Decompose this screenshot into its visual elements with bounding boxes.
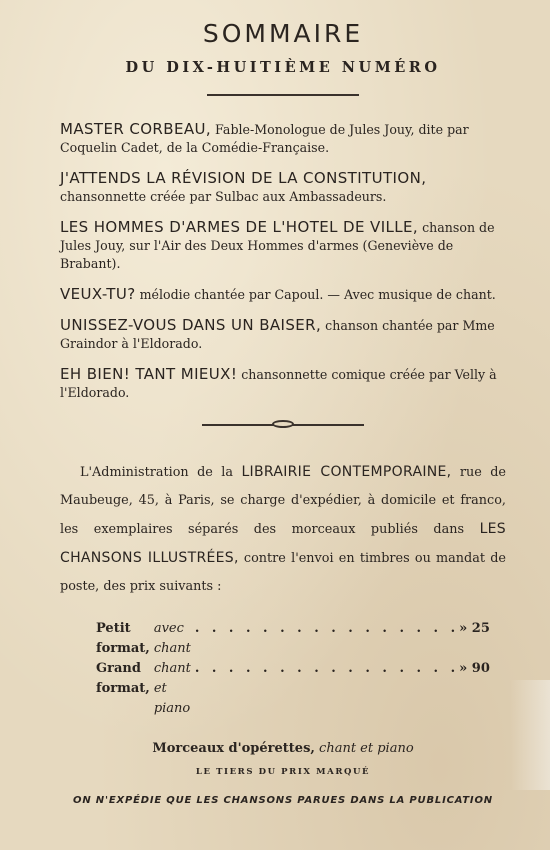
publication-name: LES CHANSONS ILLUSTRÉES, bbox=[60, 521, 506, 566]
paper-stain bbox=[510, 680, 550, 790]
page-title: SOMMAIRE bbox=[202, 19, 364, 48]
price-value: » 90 bbox=[459, 661, 490, 676]
ornament-knot bbox=[272, 420, 294, 428]
page-subtitle: DU DIX-HUITIÈME NUMÉRO bbox=[125, 59, 441, 76]
item-title: MASTER CORBEAU, bbox=[60, 120, 212, 138]
price-label: Petit format, bbox=[96, 621, 150, 656]
item-description: chansonnette créée par Sulbac aux Ambassadeurs. bbox=[60, 189, 387, 204]
title-divider bbox=[207, 94, 359, 96]
price-sub: avec chant bbox=[153, 621, 191, 656]
item-description: chansonnette comique créée par Velly à l'Eldorado. bbox=[60, 367, 497, 400]
price-row bbox=[96, 659, 490, 719]
price-row bbox=[96, 619, 490, 659]
item-title: UNISSEZ-VOUS DANS UN BAISER, bbox=[60, 316, 322, 334]
operettes-label: Morceaux d'opérettes, bbox=[152, 741, 315, 756]
price-sub: chant et piano bbox=[153, 661, 191, 716]
admin-text: L'Administration de la bbox=[80, 465, 242, 480]
operettes-sub: chant et piano bbox=[314, 741, 414, 756]
item-description: chanson de Jules Jouy, sur l'Air des Deux Hommes d'armes (Geneviève de Brabant). bbox=[60, 220, 495, 271]
item-title: EH BIEN! TANT MIEUX! bbox=[60, 365, 238, 383]
item-description: mélodie chantée par Capoul. — Avec musique de chant. bbox=[135, 287, 496, 302]
contents-list bbox=[60, 120, 506, 402]
price-leader: . . . . . . . . . . . . . . . . bbox=[194, 661, 460, 676]
admin-text: contre l'envoi en timbres ou mandat de poste, des prix suivants : bbox=[60, 551, 506, 594]
item-description: Fable-Monologue de Jules Jouy, dite par Coquelin Cadet, de la Comédie-Française. bbox=[60, 122, 469, 155]
item-title: VEUX-TU? bbox=[60, 285, 136, 303]
contents-item bbox=[60, 365, 506, 402]
price-list bbox=[96, 619, 490, 719]
admin-text: rue de Maubeuge, 45, à Paris, se charge d'expédier, à domicile et franco, les exemplaires séparés des morceaux publiés dans bbox=[60, 465, 506, 537]
item-title: LES HOMMES D'ARMES DE L'HOTEL DE VILLE, bbox=[60, 218, 419, 236]
price-leader: . . . . . . . . . . . . . . . . bbox=[194, 621, 460, 636]
shipping-notice: ON N'EXPÉDIE QUE LES CHANSONS PARUES DANS LA PUBLICATION bbox=[73, 795, 493, 806]
contents-item bbox=[60, 218, 506, 273]
publisher-name: LIBRAIRIE CONTEMPORAINE, bbox=[241, 464, 452, 480]
item-title: J'ATTENDS LA RÉVISION DE LA CONSTITUTION, bbox=[60, 169, 427, 187]
operettes-line bbox=[60, 739, 506, 759]
contents-item bbox=[60, 120, 506, 157]
tiers-line: LE TIERS DU PRIX MARQUÉ bbox=[195, 767, 371, 777]
item-description: chanson chantée par Mme Graindor à l'Eldorado. bbox=[60, 318, 495, 351]
contents-item bbox=[60, 169, 506, 206]
administration-paragraph bbox=[60, 458, 506, 601]
contents-item bbox=[60, 285, 506, 304]
price-value: » 25 bbox=[459, 621, 490, 636]
ornamental-divider bbox=[202, 420, 364, 430]
price-label: Grand format, bbox=[96, 661, 150, 696]
contents-item bbox=[60, 316, 506, 353]
